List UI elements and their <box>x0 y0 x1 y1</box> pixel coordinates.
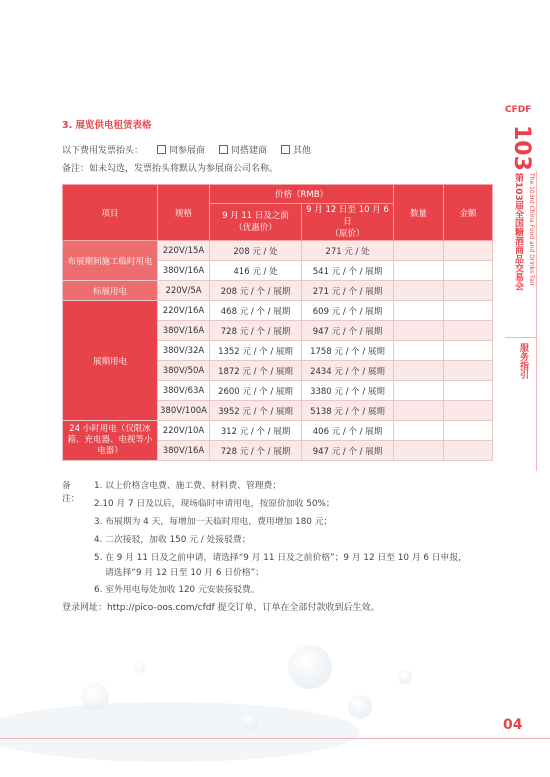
amount-input[interactable] <box>444 421 493 441</box>
checkbox-other[interactable]: 其他 <box>281 143 311 156</box>
invoice-default-note: 备注：如未勾选，发票抬头将默认为参展商公司名称。 <box>62 164 279 174</box>
header-price-late: 9 月 12 日至 10 月 6 日 （原价） <box>302 204 394 241</box>
quantity-input[interactable] <box>394 281 444 301</box>
note-item: 5. 在 9 月 11 日及之前申请，请选择“9 月 11 日及之前价格”；9 月 12 日至 10 月 6 日申报， <box>94 553 467 563</box>
amount-input[interactable] <box>444 281 493 301</box>
checkbox-same-as-exhibitor[interactable]: 同参展商 <box>157 143 205 156</box>
fair-title: 第103届全国糖酒商品交易会 <box>513 173 523 291</box>
checkbox-same-as-builder[interactable]: 同搭建商 <box>219 143 267 156</box>
table-row: 380V/16A 728 元 / 个 / 展期 947 元 / 个 / 展期 <box>63 321 493 341</box>
header-item: 项目 <box>63 185 158 241</box>
table-row: 380V/100A 3952 元 / 个 / 展期 5138 元 / 个 / 展期 <box>63 401 493 421</box>
table-row: 380V/63A 2600 元 / 个 / 展期 3380 元 / 个 / 展期 <box>63 381 493 401</box>
category-cell: 展期用电 <box>63 301 158 421</box>
quantity-input[interactable] <box>394 261 444 281</box>
header-spec: 规格 <box>158 185 210 241</box>
login-url-text[interactable]: 登录网址：http://pico-oos.com/cfdf 提交订单，订单在全部付款收到后生效。 <box>62 603 380 613</box>
table-row: 380V/50A 1872 元 / 个 / 展期 2434 元 / 个 / 展期 <box>63 361 493 381</box>
header-price: 价格（RMB） <box>210 185 394 204</box>
checkbox-icon[interactable] <box>281 145 290 154</box>
note-item: 2.10 月 7 日及以后，现场临时申请用电，按原价加收 50%； <box>94 499 335 509</box>
amount-input[interactable] <box>444 381 493 401</box>
note-item: 3. 布展期为 4 天，每增加一天临时用电，费用增加 180 元； <box>94 517 333 527</box>
table-row: 380V/16A 728 元 / 个 / 展期 947 元 / 个 / 展期 <box>63 441 493 461</box>
quantity-input[interactable] <box>394 441 444 461</box>
category-cell: 标展用电 <box>63 281 158 301</box>
fair-title-english: The 103rd China Food and Drinks Fair <box>528 173 535 286</box>
table-row: 标展用电 220V/5A 208 元 / 个 / 展期 271 元 / 个 / 展期 <box>63 281 493 301</box>
invoice-label: 以下费用发票抬头： <box>62 146 144 156</box>
notes-label: 备注： <box>62 481 80 504</box>
power-rental-table <box>62 184 493 461</box>
header-quantity: 数量 <box>394 185 444 241</box>
service-guide-label: 服务指引 <box>518 343 528 379</box>
quantity-input[interactable] <box>394 381 444 401</box>
checkbox-icon[interactable] <box>157 145 166 154</box>
table-row: 380V/16A 416 元 / 处 541 元 / 个 / 展期 <box>63 261 493 281</box>
cfdf-logo: CFDF <box>505 105 532 115</box>
note-item: 请选择“9 月 12 日至 10 月 6 日价格”； <box>105 568 265 578</box>
quantity-input[interactable] <box>394 241 444 261</box>
note-item: 6. 室外用电每处加收 120 元安装接驳费。 <box>94 585 260 595</box>
section-title: 3. 展览供电租赁表格 <box>62 120 152 131</box>
note-item: 4. 二次接驳，加收 150 元 / 处接驳费； <box>94 535 251 545</box>
invoice-title-options <box>62 143 311 156</box>
category-cell: 24 小时用电（仅限冰箱、充电器、电视等小电器） <box>63 421 158 461</box>
amount-input[interactable] <box>444 341 493 361</box>
amount-input[interactable] <box>444 361 493 381</box>
amount-input[interactable] <box>444 401 493 421</box>
quantity-input[interactable] <box>394 361 444 381</box>
header-price-early: 9 月 11 日及之前 （优惠价） <box>210 204 302 241</box>
quantity-input[interactable] <box>394 401 444 421</box>
amount-input[interactable] <box>444 441 493 461</box>
footer-rule <box>0 738 550 739</box>
header-amount: 金额 <box>444 185 493 241</box>
table-row: 380V/32A 1352 元 / 个 / 展期 1758 元 / 个 / 展期 <box>63 341 493 361</box>
quantity-input[interactable] <box>394 301 444 321</box>
amount-input[interactable] <box>444 321 493 341</box>
quantity-input[interactable] <box>394 421 444 441</box>
table-row: 24 小时用电（仅限冰箱、充电器、电视等小电器） 220V/10A 312 元 / 个 / 展期 406 元 / 个 / 展期 <box>63 421 493 441</box>
category-cell: 布展期间施工临时用电 <box>63 241 158 281</box>
quantity-input[interactable] <box>394 341 444 361</box>
quantity-input[interactable] <box>394 321 444 341</box>
note-item: 1. 以上价格含电费、施工费、材料费、管理费； <box>94 481 282 491</box>
table-row: 展期用电 220V/16A 468 元 / 个 / 展期 609 元 / 个 / 展期 <box>63 301 493 321</box>
table-row: 布展期间施工临时用电 220V/15A 208 元 / 处 271 元 / 处 <box>63 241 493 261</box>
checkbox-icon[interactable] <box>219 145 228 154</box>
amount-input[interactable] <box>444 241 493 261</box>
sidebar-divider <box>536 171 537 471</box>
fair-number: 103 <box>509 125 534 171</box>
amount-input[interactable] <box>444 261 493 281</box>
page-number: 04 <box>503 717 523 733</box>
sidebar <box>505 105 537 405</box>
amount-input[interactable] <box>444 301 493 321</box>
sidebar-divider-horizontal <box>505 337 537 338</box>
